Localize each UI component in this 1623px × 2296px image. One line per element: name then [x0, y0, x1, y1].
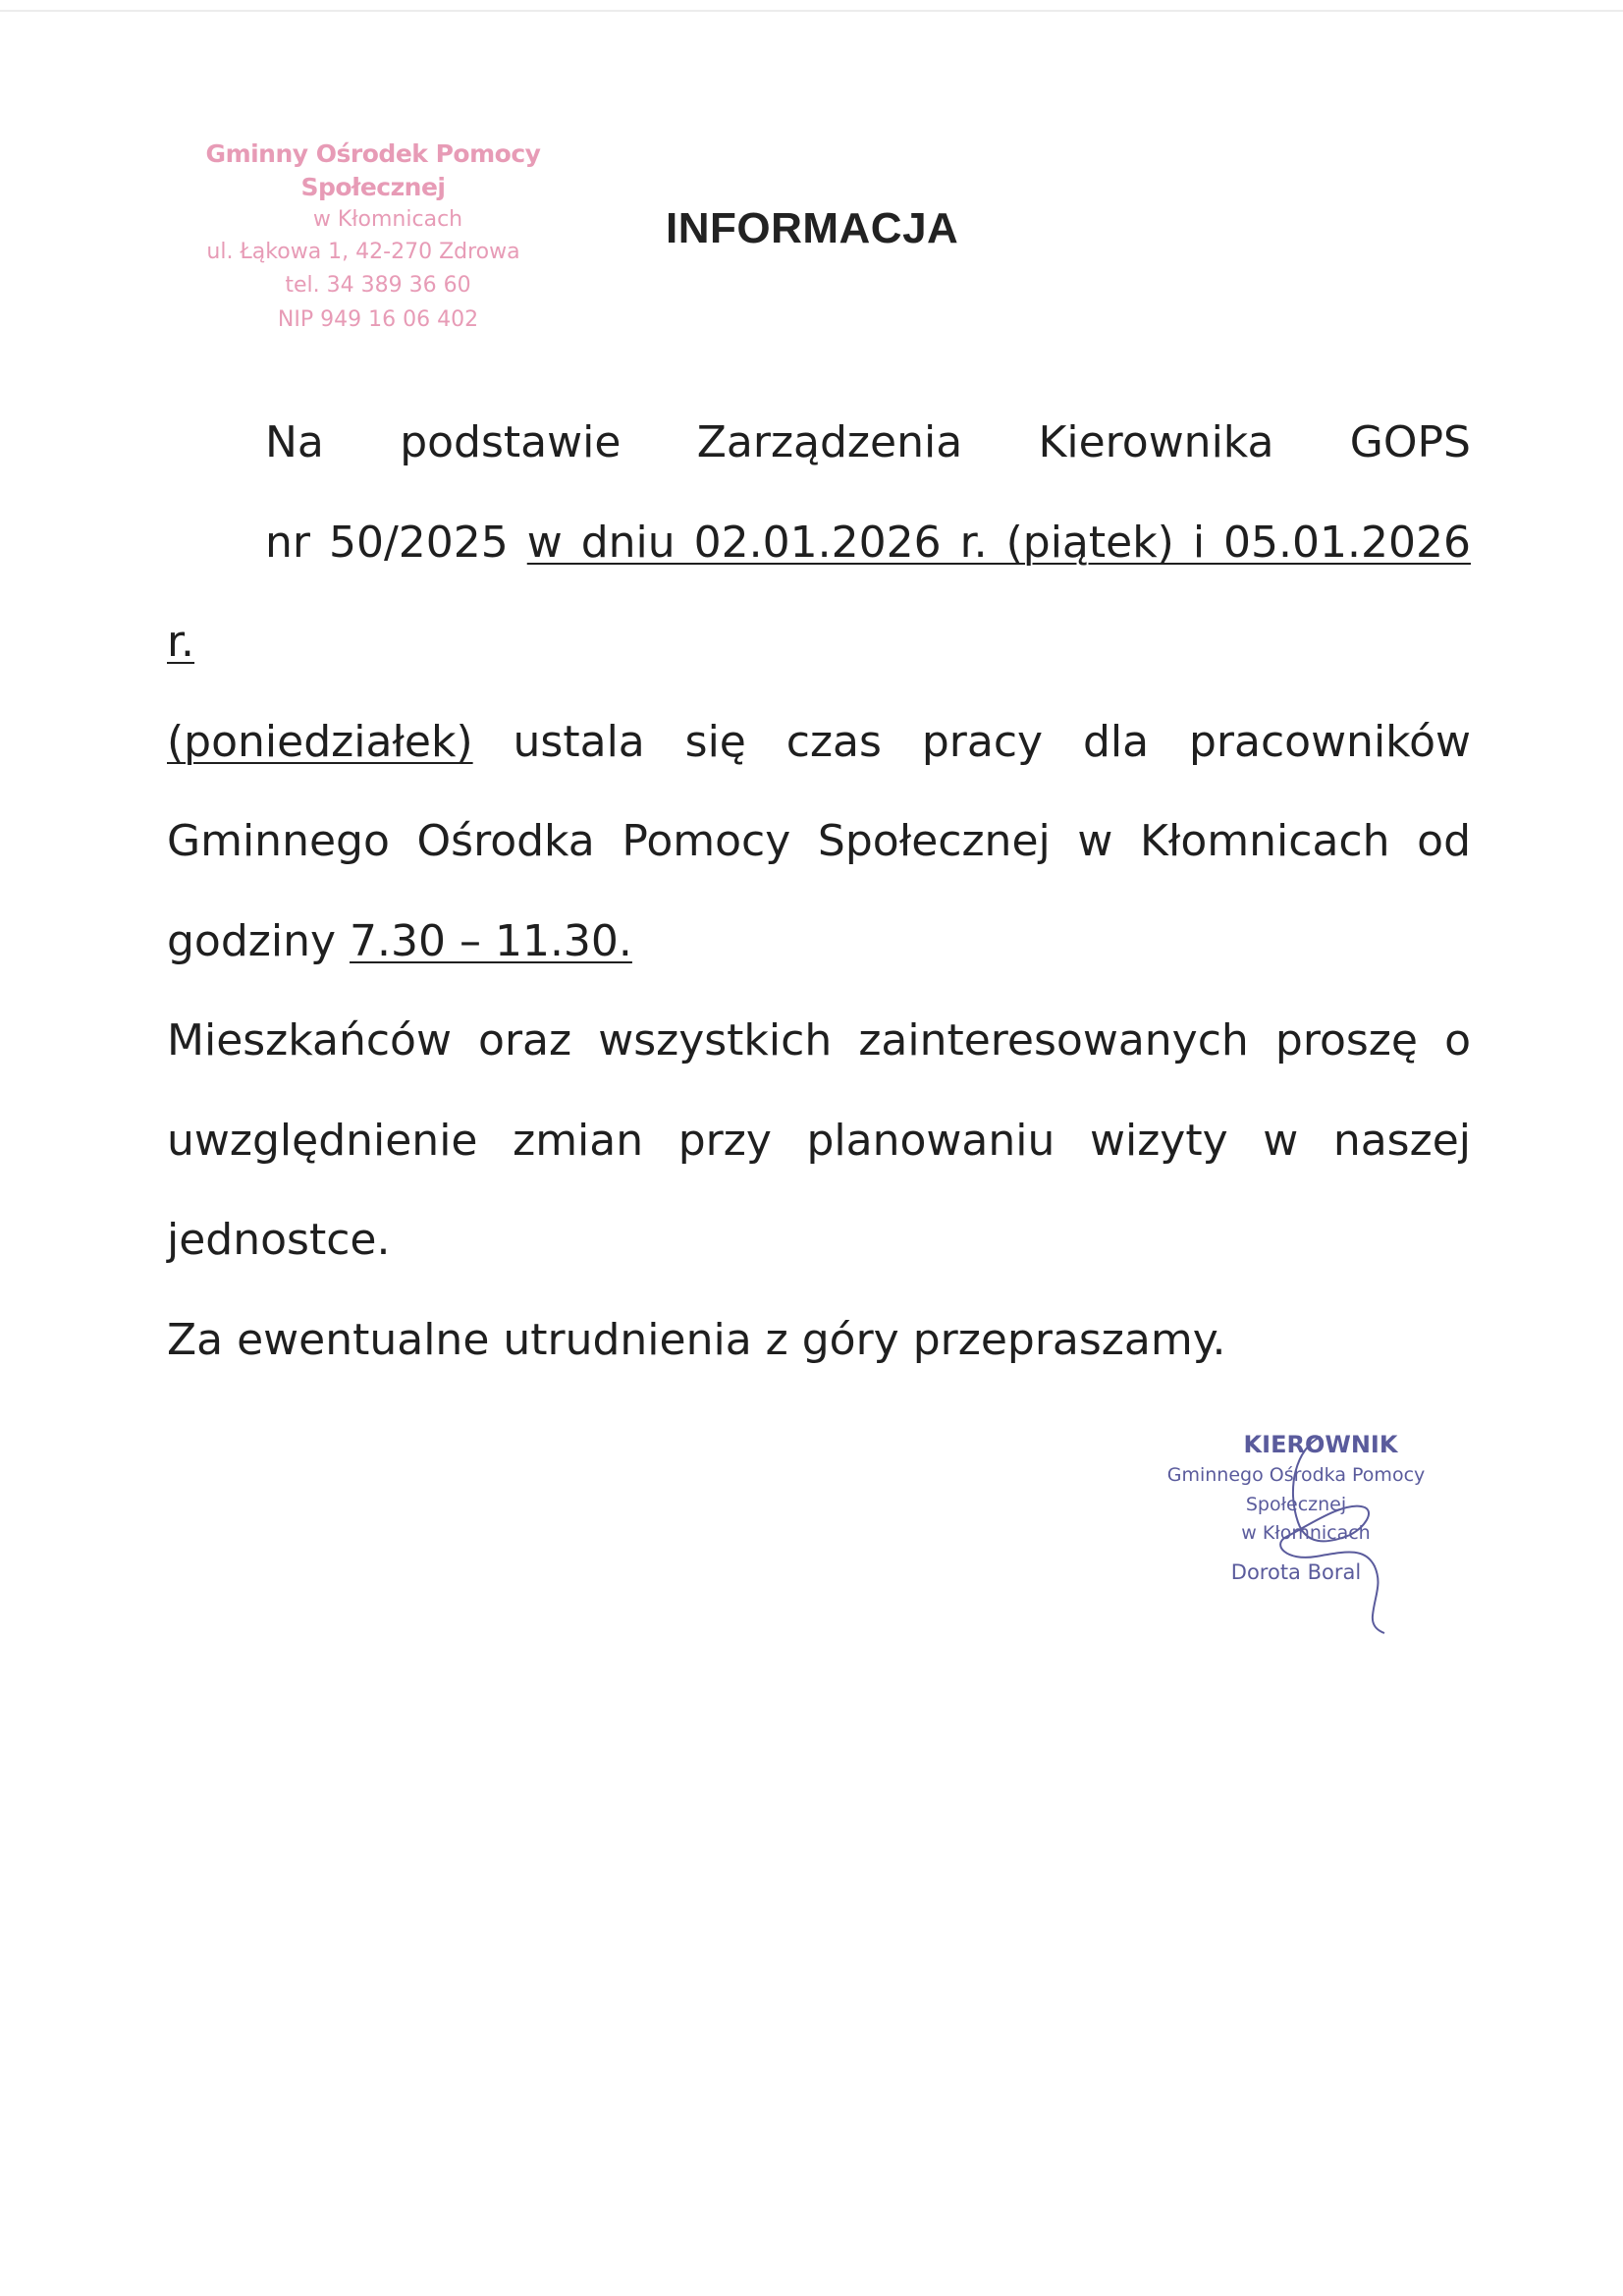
document-body — [167, 393, 1471, 1390]
weekday-underlined: (poniedziałek) — [167, 716, 473, 767]
signature-stamp — [1080, 1429, 1473, 1598]
stamp-phone: tel. 34 389 36 60 — [285, 273, 471, 298]
paragraph-2: Mieszkańców oraz wszystkich zainteresowanych proszę o uwzględnienie zmian przy planowaniu wizyty w naszej jednostce. — [167, 1015, 1471, 1265]
paragraph-1-line-2: nr 50/2025 w dniu 02.01.2026 r. (piątek) i 05.01.2026 r. — [167, 517, 1471, 667]
stamp-address: ul. Łąkowa 1, 42-270 Zdrowa — [206, 240, 520, 264]
paragraph-3: Za ewentualne utrudnienia z góry przepraszamy. — [167, 1314, 1226, 1365]
handwritten-signature-icon — [1227, 1429, 1404, 1635]
signature-org: Gminnego Ośrodka Pomocy Społecznej — [1166, 1464, 1426, 1515]
letterhead-stamp — [147, 137, 599, 338]
document-title: INFORMACJA — [666, 204, 959, 252]
scan-edge-line — [0, 10, 1623, 12]
stamp-nip: NIP 949 16 06 402 — [277, 307, 479, 332]
working-hours: 7.30 – 11.30. — [350, 915, 632, 966]
signature-role: KIEROWNIK — [1243, 1431, 1398, 1458]
paragraph-1 — [167, 393, 1471, 991]
dates-underlined: w dniu 02.01.2026 r. (piątek) i 05.01.2026 r. — [167, 517, 1471, 667]
paragraph-1-line-1: Na podstawie Zarządzenia Kierownika GOPS — [265, 417, 1471, 467]
stamp-org-name: Gminny Ośrodek Pomocy Społecznej — [205, 139, 541, 201]
signature-place: w Kłomnicach — [1241, 1522, 1371, 1544]
signature-name: Dorota Boral — [1230, 1560, 1362, 1584]
paragraph-1-rest: ustala się czas pracy dla pracowników Gminnego Ośrodka Pomocy Społecznej w Kłomnicach od godziny — [167, 716, 1471, 966]
stamp-locality: w Kłomnicach — [312, 207, 463, 232]
